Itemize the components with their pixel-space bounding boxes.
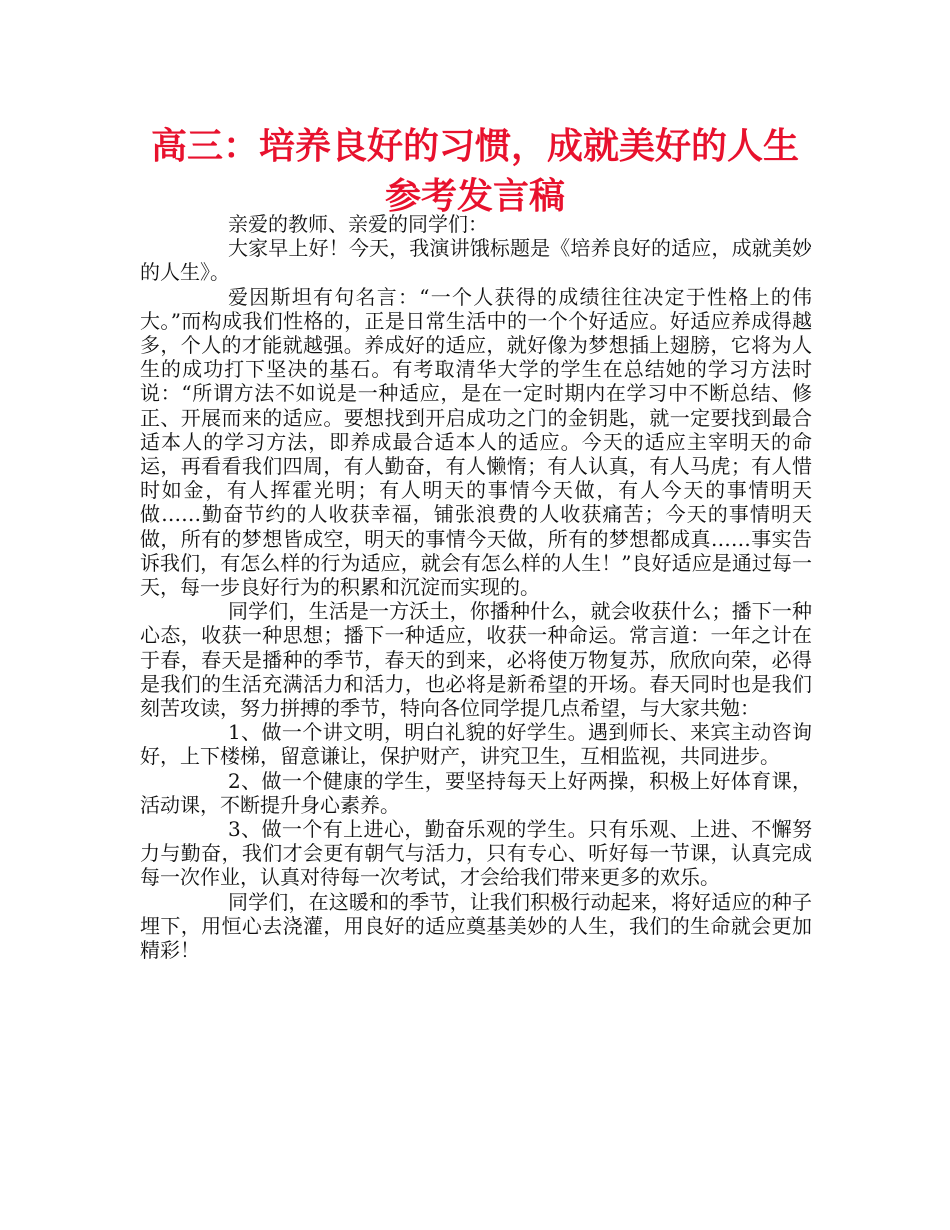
paragraph-greeting: 大家早上好！今天，我演讲饿标题是《培养良好的适应，成就美妙的人生》。	[140, 236, 812, 285]
title-line-2: 参考发言稿	[384, 176, 565, 217]
list-item-1: 1、做一个讲文明，明白礼貌的好学生。遇到师长、来宾主动咨询好，上下楼梯，留意谦让，保护财产，讲究卫生，互相监视，共同进步。	[140, 720, 812, 769]
paragraph-closing: 同学们，在这暖和的季节，让我们积极行动起来，将好适应的种子埋下，用恒心去浇灌，用良好的适应奠基美妙的人生，我们的生命就会更加精彩！	[140, 889, 812, 963]
list-item-3: 3、做一个有上进心，勤奋乐观的学生。只有乐观、上进、不懈努力与勤奋，我们才会更有朝气与活力，只有专心、听好每一节课，认真完成每一次作业，认真对待每一次考试，才会给我们带来更多的欢乐。	[140, 817, 812, 890]
paragraph-einstein: 爱因斯坦有句名言：“一个人获得的成绩往往决定于性格上的伟大。”而构成我们性格的，正是日常生活中的一个个好适应。好适应养成得越多，个人的才能就越强。养成好的适应，就好像为梦想插上翅膀，它将为人生的成功打下坚决的基石。有考取清华大学的学生在总结她的学习方法时说：“所谓方法不如说是一种适应，是在一定时期内在学习中不断总结、修正、开展而来的适应。要想找到开启成功之门的金钥匙，就一定要找到最合适本人的学习方法，即养成最合适本人的适应。今天的适应主宰明天的命运，再看看我们四周，有人勤奋，有人懒惰；有人认真，有人马虎；有人惜时如金，有人挥霍光明；有人明天的事情今天做，有人今天的事情明天做……勤奋节约的人收获幸福，铺张浪费的人收获痛苦；今天的事情明天做，所有的梦想皆成空，明天的事情今天做，所有的梦想都成真……事实告诉我们，有怎么样的行为适应，就会有怎么样的人生！”良好适应是通过每一天，每一步良好行为的积累和沉淀而实现的。	[140, 284, 812, 600]
list-item-2: 2、做一个健康的学生，要坚持每天上好两操，积极上好体育课，活动课，不断提升身心素养。	[140, 768, 812, 817]
document-title	[130, 122, 820, 222]
paragraph-spring: 同学们，生活是一方沃土，你播种什么，就会收获什么；播下一种心态，收获一种思想；播下一种适应，收获一种命运。常言道：一年之计在于春，春天是播种的季节，春天的到来，必将使万物复苏，欣欣向荣，必得是我们的生活充满活力和活力，也必将是新希望的开场。春天同时也是我们刻苦攻读，努力拼搏的季节，特向各位同学提几点希望，与大家共勉：	[140, 599, 812, 721]
title-line-1: 高三：培养良好的习惯，成就美好的人生	[150, 126, 799, 167]
document-body	[140, 212, 812, 962]
salutation: 亲爱的教师、亲爱的同学们：	[228, 212, 488, 236]
